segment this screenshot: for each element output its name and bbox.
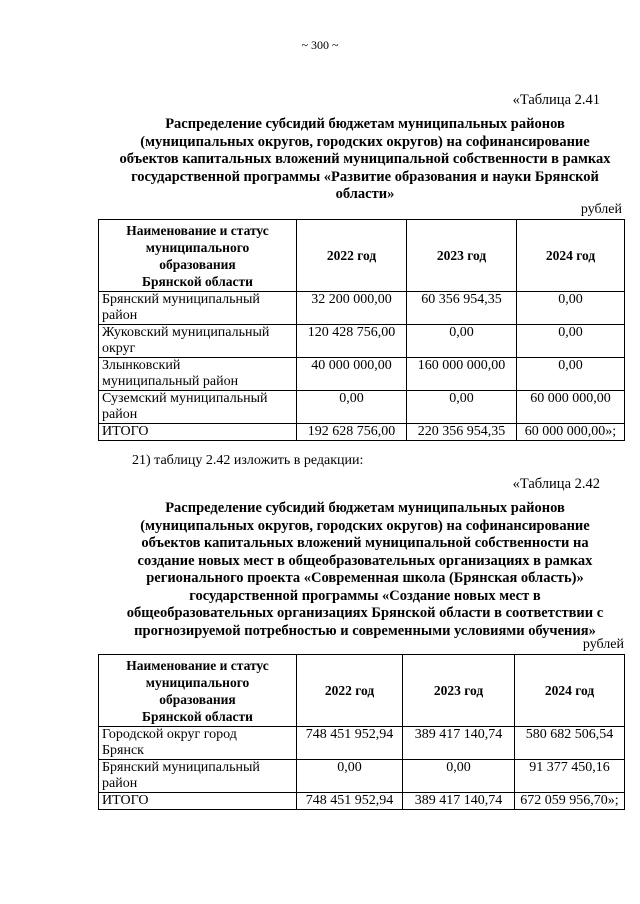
text-line: Брянский муниципальный [102,760,260,775]
text-line: государственной программы «Развитие образования и науки Брянской [131,168,599,185]
subsidy-table-2-41 [98,219,625,441]
amount-cell-2024: 0,00 [517,292,625,325]
amount-cell-2023: 0,00 [403,760,515,793]
table-row [99,358,625,391]
header-name [99,655,297,727]
amount-cell-2024: 0,00 [517,325,625,358]
table-row [99,292,625,325]
amount-cell-2023: 60 356 954,35 [407,292,517,325]
text-line: район [102,308,138,323]
municipality-name-cell [99,292,297,325]
text-line: Городской округ город [102,727,237,742]
table-row [99,424,625,441]
amount-cell-2024: 580 682 506,54 [515,727,625,760]
table-title [100,500,630,640]
text-line: Брянской области [142,273,253,289]
text-line: общеобразовательных организациях Брянской области в соответствии с [126,605,604,621]
table-row [99,793,625,810]
table-caption: «Таблица 2.42 [512,476,600,492]
table-row [99,391,625,424]
text-line: Брянской области [142,708,253,724]
header-name [99,220,297,292]
text-line: муниципального [145,674,250,690]
text-line: район [102,776,138,791]
subsidy-table-2-42 [98,654,625,810]
text-line: муниципальный район [102,374,239,389]
amount-cell-2024: 91 377 450,16 [515,760,625,793]
table-row [99,760,625,793]
text-line: объектов капитальных вложений муниципальной собственности в рамках [119,151,611,167]
amount-cell-2022: 192 628 756,00 [297,424,407,441]
text-line: регионального проекта «Современная школа (Брянская область)» [146,570,584,586]
unit-label: рублей [582,637,624,652]
municipality-name-cell [99,391,297,424]
unit-label: рублей [580,202,622,217]
text-line: муниципального [145,239,250,255]
amount-cell-2022: 748 451 952,94 [297,727,403,760]
text-line: Брянский муниципальный [102,292,260,307]
amount-cell-2023: 160 000 000,00 [407,358,517,391]
table-caption: «Таблица 2.41 [512,92,600,108]
text-line: (муниципальных округов, городских округов) на софинансирование [140,133,590,150]
header-2022: 2022 год [297,220,407,292]
header-2023: 2023 год [403,655,515,727]
amount-cell-2024: 672 059 956,70»; [515,793,625,810]
amount-cell-2022: 40 000 000,00 [297,358,407,391]
text-line: район [102,407,138,422]
text-line: ИТОГО [102,424,149,439]
page-number: ~ 300 ~ [301,38,339,52]
text-line: Наименование и статус [126,222,269,238]
text-line: Распределение субсидий бюджетам муниципальных районов [165,116,565,132]
text-line: ИТОГО [102,793,149,808]
text-line: Распределение субсидий бюджетам муниципальных районов [165,500,565,516]
municipality-name-cell [99,793,297,810]
header-2022: 2022 год [297,655,403,727]
text-line: Суземский муниципальный [102,391,268,406]
municipality-name-cell [99,325,297,358]
table-title [100,116,630,204]
instruction-text: 21) таблицу 2.42 изложить в редакции: [132,453,364,468]
amount-cell-2024: 60 000 000,00»; [517,424,625,441]
amount-cell-2024: 0,00 [517,358,625,391]
amount-cell-2023: 220 356 954,35 [407,424,517,441]
text-line: Брянск [102,743,144,758]
table-header-row [99,220,625,292]
text-line: государственной программы «Создание новых мест в [189,587,541,604]
amount-cell-2022: 120 428 756,00 [297,325,407,358]
municipality-name-cell [99,424,297,441]
amount-cell-2022: 748 451 952,94 [297,793,403,810]
header-2024: 2024 год [515,655,625,727]
amount-cell-2022: 0,00 [297,391,407,424]
table-row [99,325,625,358]
table-header-row [99,655,625,727]
amount-cell-2023: 389 417 140,74 [403,793,515,810]
text-line: объектов капитальных вложений муниципальной собственности на [141,535,589,551]
text-line: Жуковский муниципальный [102,325,270,340]
municipality-name-cell [99,760,297,793]
text-line: округ [102,341,136,356]
amount-cell-2023: 0,00 [407,391,517,424]
municipality-name-cell [99,358,297,391]
municipality-name-cell [99,727,297,760]
text-line: прогнозируемой потребностью и современными условиями обучения» [134,622,596,639]
header-2023: 2023 год [407,220,517,292]
text-line: образования [159,256,236,272]
amount-cell-2023: 0,00 [407,325,517,358]
amount-cell-2024: 60 000 000,00 [517,391,625,424]
text-line: Наименование и статус [126,657,269,673]
table-row [99,727,625,760]
text-line: области» [335,186,395,202]
header-2024: 2024 год [517,220,625,292]
amount-cell-2022: 32 200 000,00 [297,292,407,325]
amount-cell-2023: 389 417 140,74 [403,727,515,760]
amount-cell-2022: 0,00 [297,760,403,793]
text-line: (муниципальных округов, городских округов) на софинансирование [140,517,590,534]
text-line: образования [159,691,236,707]
text-line: создание новых мест в общеобразовательных организациях в рамках [137,552,593,569]
text-line: Злынковский [102,358,181,373]
